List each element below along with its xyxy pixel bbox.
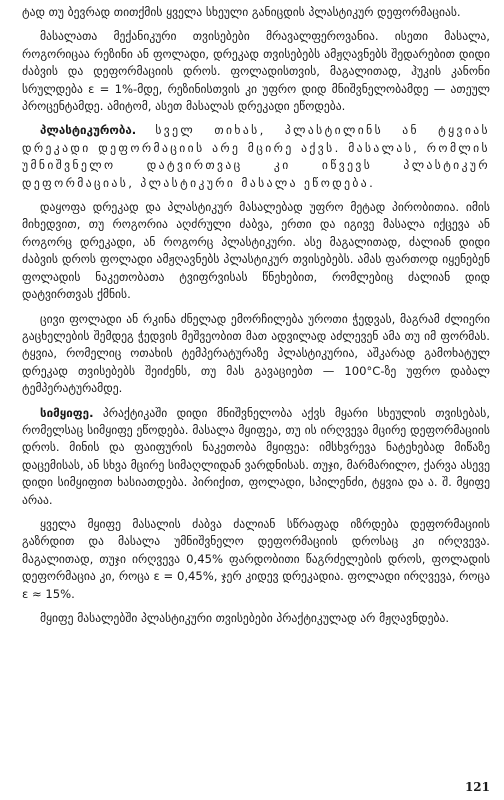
- paragraph-materials-properties: [22, 28, 490, 115]
- paragraph-plasticity: [22, 122, 490, 192]
- paragraph-text: დაყოფა დრეკად და პლასტიკურ მასალებად უფრო მეტად პირობითია. იმის მიხედვით, თუ როგორია აღძრული ძაბვა, ერთი და იგივე მასალა იქცევა ან როგორც დრეკადი, ან როგორც პლასტიკური. ასე მაგალითად, ძალიან დიდი ძაბვის დროს ფოლადი ამჟღავნებს პლასტიკურ თვისებებს. ამას ფართოდ იყენებენ ფოლადის ნაკეთობათა ტვიფრვისას წნეხებით, რომლებიც ძალიან დიდ დატვირთვას ქმნის.: [22, 200, 490, 302]
- document-page: [22, 4, 490, 784]
- paragraph-text: მასალათა მექანიკური თვისებები მრავალფეროვანია. ისეთი მასალა, როგორიცაა რეზინი ან ფოლადი, დრეკად თვისებებს ამჟღავნებს შედარებით დიდი ძაბვის და დეფორმაციის დროს. ფოლადისთვის, მაგალითად, ჰუკის კანონი სრულდება ε = 1%-მდე, რეზინისთვის კი უფრო დიდ მნიშვნელობამდე — ათეულ პროცენტამდე. ამიტომ, ასეთ მასალას დრეკადი ეწოდება.: [22, 29, 490, 114]
- section-heading-brittleness: სიმყიფე.: [40, 405, 94, 420]
- paragraph-text: მყიფე მასალებში პლასტიკური თვისებები პრაქტიკულად არ მჟღავნდება.: [40, 611, 450, 625]
- paragraph-cold-steel: [22, 311, 490, 398]
- paragraph-elastic-plastic-division: [22, 199, 490, 303]
- page-number: 121: [464, 780, 490, 794]
- paragraph-text: ცივი ფოლადი ან რკინა ძნელად ემორჩილება უროთი ჭედვას, მაგრამ ძლიერი გაცხელების შემდეგ ჭედვის მეშვეობით მათ ადვილად აძლევენ ამა თუ იმ ფორმას. ტყვია, რომელიც ოთახის ტემპერატურაზე პლასტიკურია, აშკარად გამოხატულ დრეკად თვისებებს შეიძენს, თუ მას გავაციებთ — 100°C-ზე უფრო დაბალ ტემპერატურამდე.: [22, 311, 490, 396]
- paragraph-text: სველ თიხას, პლასტილინს ან ტყვიას დრეკადი დეფორმაციის არე მცირე აქვს. მასალას, რომლის უმნიშვნელო დატვირთვაც კი იწვევს პლასტიკურ დეფორმაციას, პლასტიკური მასალა ეწოდება.: [22, 123, 490, 190]
- paragraph-brittleness: [22, 405, 490, 509]
- paragraph-text: პრაქტიკაში დიდი მნიშვნელობა აქვს მყარი სხეულის თვისებას, რომელსაც სიმყიფე ეწოდება. მასალა მყიფეა, თუ ის ირღვევა მცირე დეფორმაციის დროს. მინის და ფაიფურის ნაკეთობა მყიფეა: იმსხვრევა ნატეხებად მიწაზე დაცემისას, ან სხვა მცირე სიმაღლიდან ვარდნისას. თუჯი, მარმარილო, ქარვა ასევე დიდი სიმყიფით ხასიათდება. პირიქით, ფოლადი, სპილენძი, ტყვია და ა. შ. მყიფე არაა.: [22, 405, 490, 507]
- section-heading-plasticity: პლასტიკურობა.: [40, 123, 137, 138]
- paragraph-text: ტად თუ ბევრად თითქმის ყველა სხეული განიცდის პლასტიკურ დეფორმაციას.: [22, 5, 461, 19]
- paragraph-conclusion: [22, 610, 490, 627]
- paragraph-brittle-materials: [22, 516, 490, 603]
- paragraph-text: ყველა მყიფე მასალის ძაბვა ძალიან სწრაფად იზრდება დეფორმაციის გაზრდით და მასალა უმნიშვნელო დეფორმაციის დროსაც კი ირღვევა. მაგალითად, თუჯი ირღვევა 0,45% ფარდობითი წაგრძელების დროს, ფოლადის დეფორმაცია კი, როცა ε = 0,45%, ჯერ კიდევ დრეკადია. ფოლადი ირღვევა, როცა ε ≈ 15%.: [22, 516, 490, 601]
- paragraph-continuation: [22, 4, 490, 21]
